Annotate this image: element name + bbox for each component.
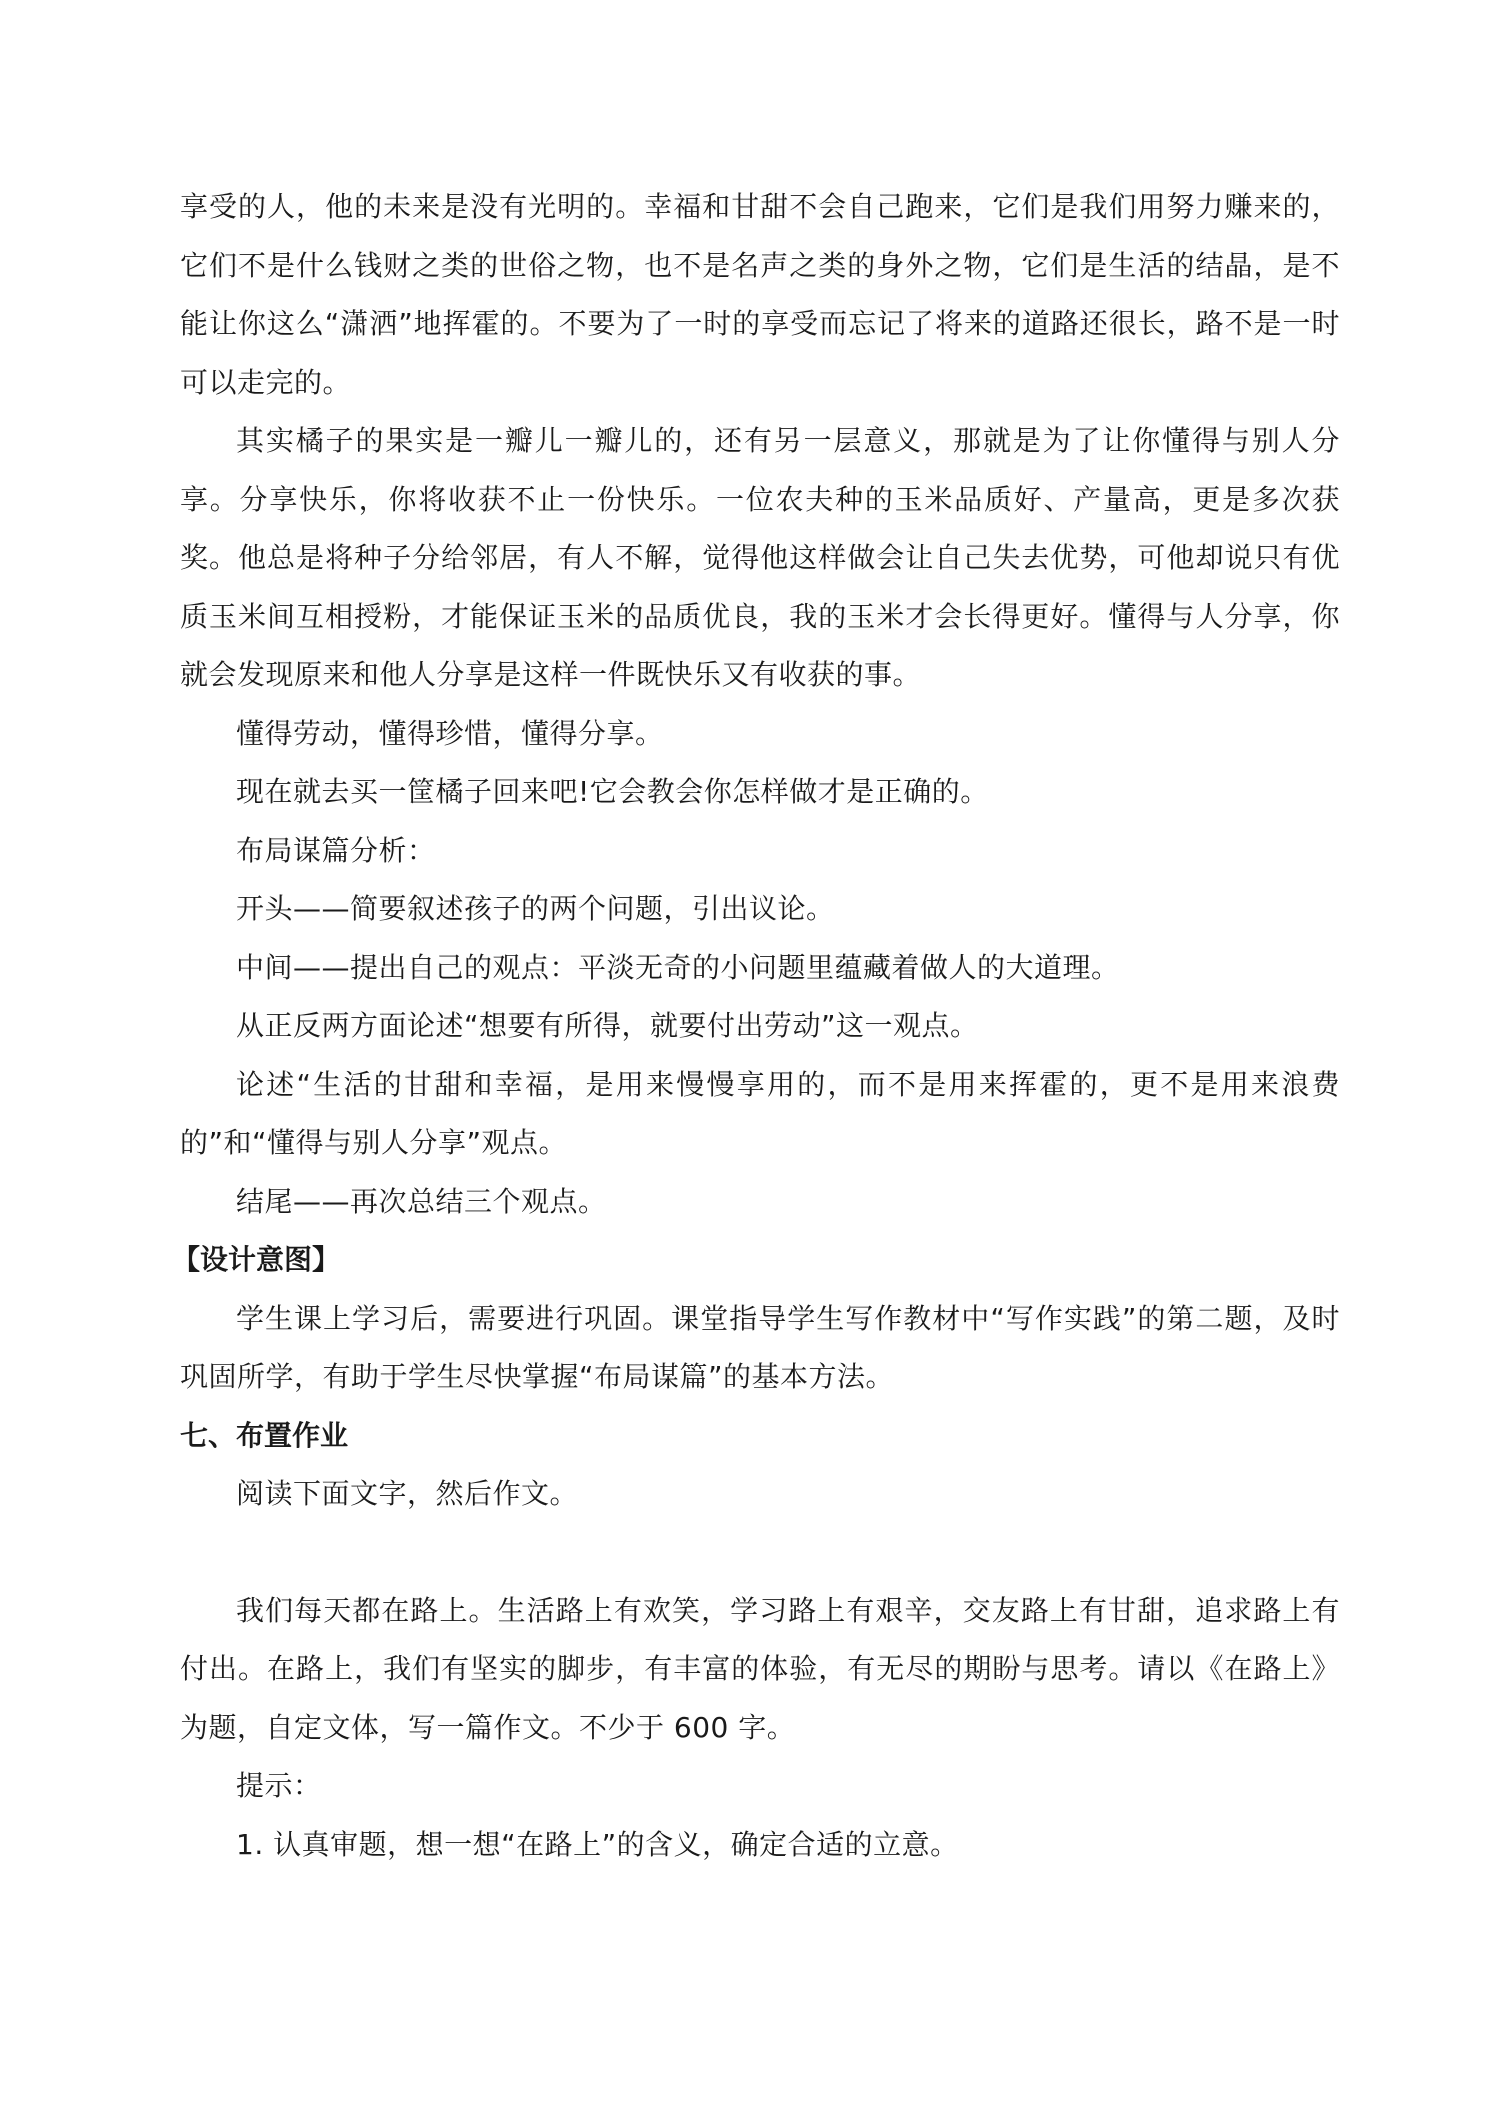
- analysis-label: 布局谋篇分析：: [236, 833, 436, 867]
- analysis-argument-1: 从正反两方面论述“想要有所得，就要付出劳动”这一观点。: [236, 1009, 979, 1042]
- homework-intro: 阅读下面文字，然后作文。: [236, 1477, 579, 1510]
- homework-tip-1: 1. 认真审题，想一想“在路上”的含义，确定合适的立意。: [236, 1827, 959, 1861]
- homework-heading: 七、布置作业: [180, 1418, 349, 1452]
- blank-line: [180, 1524, 1340, 1582]
- design-intent-heading: 【设计意图】: [172, 1243, 341, 1276]
- paragraph-summary-three: 懂得劳动，懂得珍惜，懂得分享。: [236, 716, 664, 750]
- analysis-argument-2: 论述“生活的甘甜和幸福，是用来慢慢享用的，而不是用来挥霍的，更不是用来浪费的”和“懂得与别人分享”观点。: [180, 1067, 1340, 1159]
- paragraph-sharing: 其实橘子的果实是一瓣儿一瓣儿的，还有另一层意义，那就是为了让你懂得与别人分享。分享快乐，你将收获不止一份快乐。一位农夫种的玉米品质好、产量高，更是多次获奖。他总是将种子分给邻居，有人不解，觉得他这样做会让自己失去优势，可他却说只有优质玉米间互相授粉，才能保证玉米的品质优良，我的玉米才会长得更好。懂得与人分享，你就会发现原来和他人分享是这样一件既快乐又有收获的事。: [180, 424, 1340, 691]
- paragraph-enjoyment: 享受的人，他的未来是没有光明的。幸福和甘甜不会自己跑来，它们是我们用努力赚来的，它们不是什么钱财之类的世俗之物，也不是名声之类的身外之物，它们是生活的结晶，是不能让你这么“潇洒”地挥霍的。不要为了一时的享受而忘记了将来的道路还很长，路不是一时可以走完的。: [180, 190, 1340, 399]
- analysis-opening: 开头——简要叙述孩子的两个问题，引出议论。: [236, 892, 835, 925]
- design-intent-text: 学生课上学习后，需要进行巩固。课堂指导学生写作教材中“写作实践”的第二题，及时巩固所学，有助于学生尽快掌握“布局谋篇”的基本方法。: [180, 1301, 1340, 1393]
- analysis-ending: 结尾——再次总结三个观点。: [236, 1184, 607, 1218]
- homework-tips-label: 提示：: [236, 1769, 322, 1802]
- document-page: [172, 178, 1340, 1874]
- homework-prompt: 我们每天都在路上。生活路上有欢笑，学习路上有艰辛，交友路上有甘甜，追求路上有付出。在路上，我们有坚实的脚步，有丰富的体验，有无尽的期盼与思考。请以《在路上》为题，自定文体，写一篇作文。不少于 600 字。: [180, 1593, 1340, 1744]
- paragraph-buy-oranges: 现在就去买一筐橘子回来吧!它会教会你怎样做才是正确的。: [236, 775, 989, 808]
- analysis-middle: 中间——提出自己的观点：平淡无奇的小问题里蕴藏着做人的大道理。: [236, 950, 1120, 984]
